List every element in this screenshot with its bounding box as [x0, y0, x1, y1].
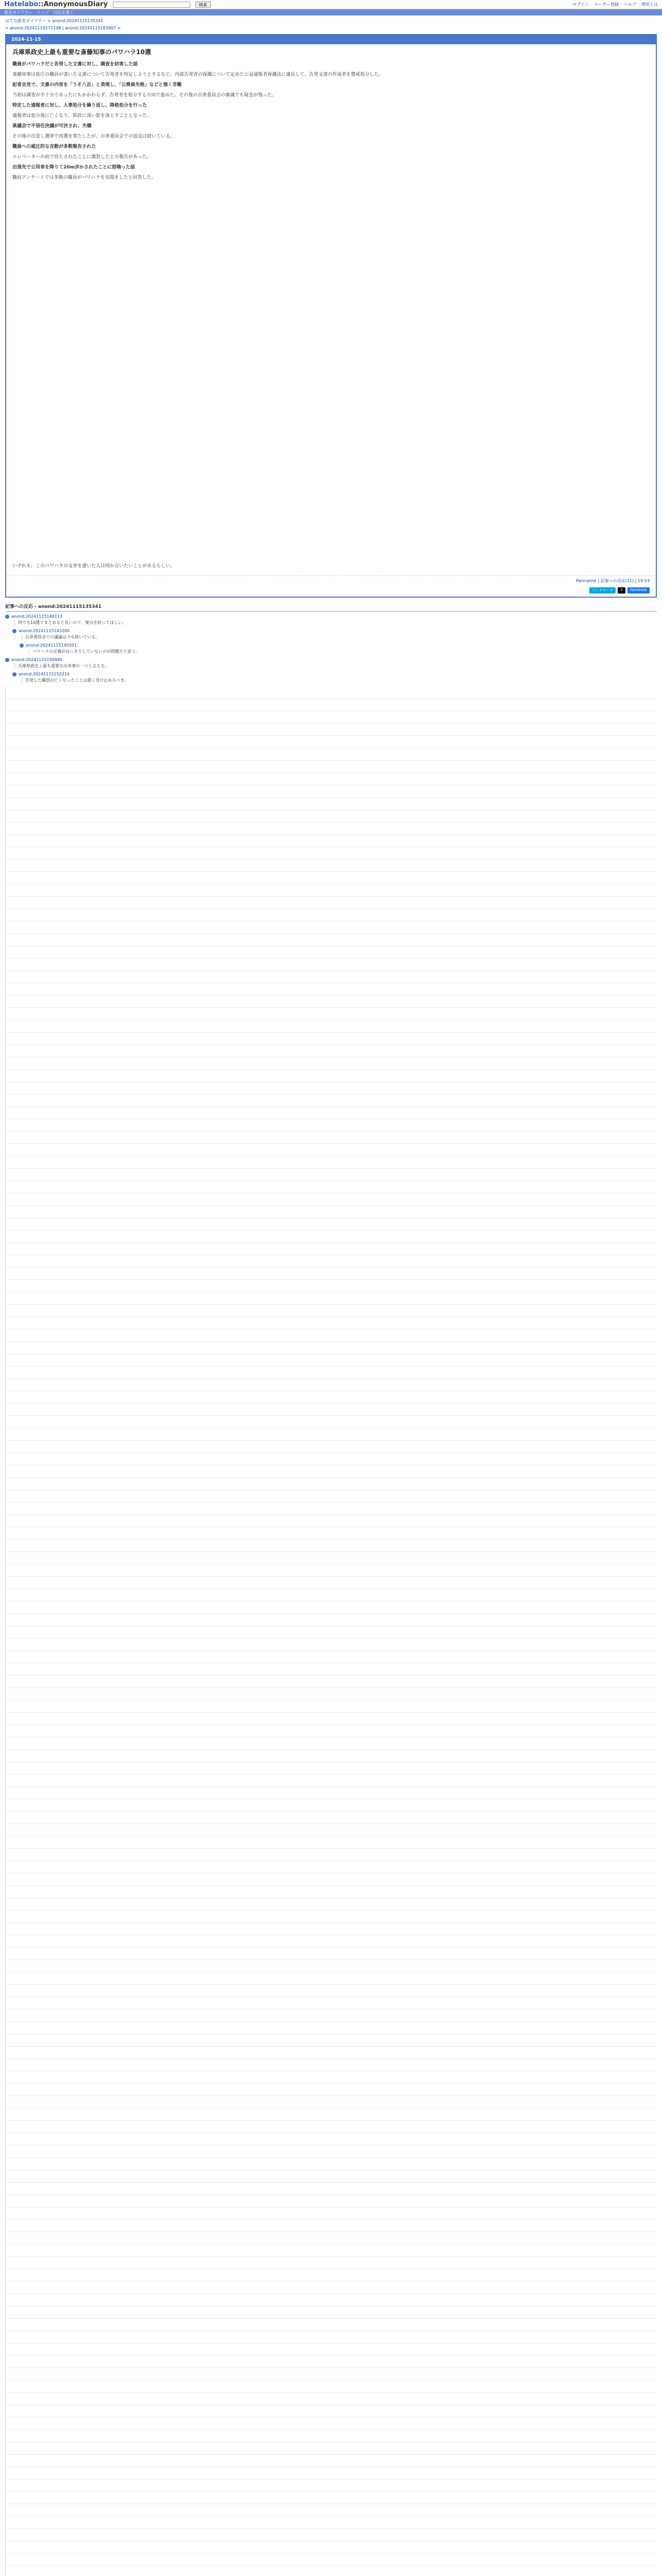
- article-paragraph: 通報者は処分後に亡くなり、県政に深い影を落とすこととなった。: [12, 113, 152, 118]
- subnav-top[interactable]: トップ: [37, 10, 49, 15]
- comment-text: 兵庫県政史上最も重要な出来事の一つと言える。: [14, 663, 657, 669]
- article-paragraph: 斎藤知事は県庁の職員が書いた文書について告発者を特定しようとするなど、内部告発者の保護について定めた公益通報者保護法に違反して、告発文書の作成者を懲戒処分した。: [12, 72, 384, 77]
- share-buttons: [6, 586, 656, 597]
- header-link-help[interactable]: ヘルプ: [624, 2, 636, 7]
- comment-id-link[interactable]: anond:20241115145501: [26, 643, 77, 648]
- header-link-about[interactable]: 増田とは: [641, 2, 658, 7]
- site-logo[interactable]: Hatelabo::AnonymousDiary: [4, 1, 108, 8]
- search-button[interactable]: 検索: [195, 2, 211, 8]
- comment-item: [5, 657, 657, 669]
- article-body: [6, 57, 656, 562]
- article-subheading: 記者会見で、文書の内容を「うそ八百」と表現し、「公務員失格」などと強く非難: [12, 82, 182, 88]
- facebook-share-button[interactable]: Facebook: [627, 587, 650, 594]
- subnav-home[interactable]: 匿名ダイアリー: [4, 10, 33, 15]
- subnav: [0, 9, 662, 15]
- article-subheading: 職員がパワハラだと告発した文書に対し、調査を妨害した話: [12, 62, 138, 67]
- comments-heading: 記事への反応 - anond:20241115135341: [5, 603, 657, 612]
- breadcrumb: [0, 15, 662, 34]
- article-subheading: 出張先で公用車を降りて20m歩かされたことに怒鳴った話: [12, 165, 135, 170]
- subnav-write[interactable]: 日記を書く: [53, 10, 74, 15]
- article-paragraph: その後の出直し選挙で再選を果たしたが、百条委員会での追及は続いている。: [12, 134, 175, 139]
- article-subheading: 県議会で不信任決議が可決され、失職: [12, 124, 92, 129]
- comment-id-link[interactable]: anond:20241115152210: [19, 672, 70, 676]
- comment-item: [5, 614, 657, 626]
- comment-text: パワハラの定義がはっきりしていないのが問題だと思う。: [29, 649, 657, 655]
- comment-bullet-icon: [12, 672, 16, 676]
- article-title: 兵庫県政史上最も重要な斎藤知事のパワハラ10選: [12, 48, 151, 56]
- comment-bullet-icon: [20, 643, 24, 648]
- article-subheading: 職員への威圧的な言動が多数報告された: [12, 144, 96, 149]
- comment-id-link[interactable]: anond:20241115143200: [19, 629, 70, 633]
- article-date: 2024-11-15: [6, 35, 656, 44]
- article-subheading: 特定した通報者に対し、人事処分を繰り返し、降格処分を行った: [12, 103, 147, 108]
- breadcrumb-link[interactable]: はてな匿名ダイアリー > anond:20241115135341: [5, 19, 104, 23]
- article-paragraph: 当初は調査が不十分であったにもかかわらず、告発者を処分する方向で進めた。その後の百条委員会の審議でも疑念が残った。: [12, 93, 277, 98]
- header-link-register[interactable]: ユーザー登録: [594, 2, 619, 7]
- article: [5, 34, 657, 598]
- comment-bullet-icon: [12, 629, 16, 633]
- comment-bullet-icon: [5, 615, 9, 619]
- article-paragraph: エレベーターの前で待たされたことに激怒したとの報告があった。: [12, 155, 152, 160]
- comment-item: [20, 642, 657, 655]
- article-closing: いずれも、このパワハラの文章を書いた人は何か言いたいことがあるらしい。: [12, 564, 175, 569]
- header-link-login[interactable]: ログイン: [572, 2, 589, 7]
- prev-next-links[interactable]: < anond:20241115172108 | anond:20241115183907 >: [5, 26, 121, 30]
- comment-text: 告発した職員が亡くなったことは重く受け止めるべき。: [22, 677, 657, 684]
- comment-id-link[interactable]: anond:20241115140113: [11, 614, 62, 619]
- comment-id-link[interactable]: anond:20241115150940: [11, 657, 62, 662]
- article-footer-links[interactable]: Permalink | 記事への反応(11) | 19:53: [576, 579, 650, 583]
- article-paragraph: 職員アンケートでは多数の職員がパワハラを見聞きしたと回答した。: [12, 175, 156, 180]
- comment-bullet-icon: [5, 658, 9, 662]
- search-input[interactable]: [113, 2, 190, 8]
- comment-thread-continued: [5, 687, 657, 2576]
- comment-item: [12, 628, 657, 640]
- comment-text: 百条委員会での議論は今も続いている。: [22, 634, 657, 640]
- comment-item: [12, 671, 657, 684]
- site-header: [0, 0, 662, 9]
- bookmark-button[interactable]: ブックマーク: [589, 587, 616, 594]
- comment-text: 何でも10選でまとめると長いので、要点を絞ってほしい。: [14, 620, 657, 626]
- x-share-button[interactable]: X: [618, 587, 625, 594]
- comments-list: [0, 614, 662, 684]
